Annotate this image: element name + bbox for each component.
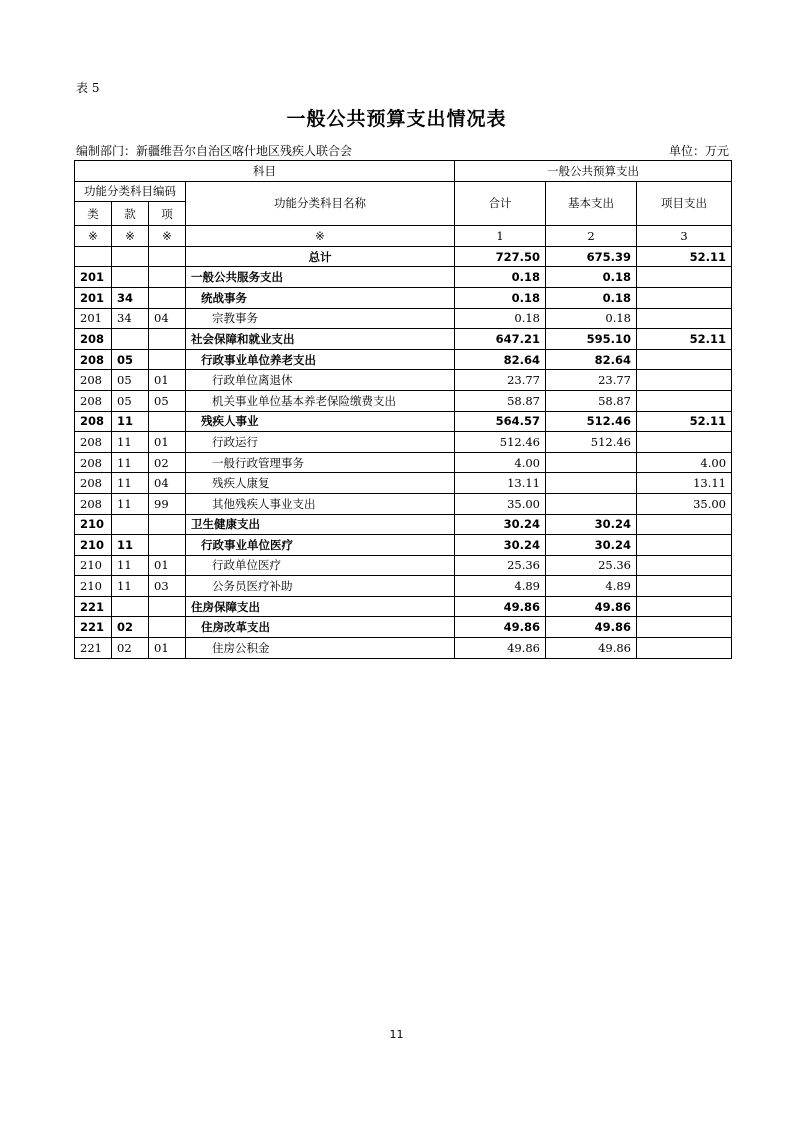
basic-cell: 23.77 [546,370,637,391]
total-cell: 25.36 [455,555,546,576]
total-row-label: 总计 [186,246,455,267]
total-row-total: 727.50 [455,246,546,267]
name-cell: 机关事业单位基本养老保险缴费支出 [186,390,455,411]
project-cell [637,514,732,535]
kuan-cell: 02 [112,617,149,638]
marker-row [75,226,732,247]
marker-cell: ※ [112,226,149,247]
project-cell [637,370,732,391]
lei-cell: 208 [75,432,112,453]
project-cell [637,596,732,617]
lei-cell: 208 [75,349,112,370]
kuan-cell: 11 [112,452,149,473]
name-cell: 住房保障支出 [186,596,455,617]
basic-cell [546,493,637,514]
project-cell [637,535,732,556]
xiang-cell [149,535,186,556]
xiang-cell: 01 [149,370,186,391]
xiang-cell [149,596,186,617]
kuan-cell: 05 [112,390,149,411]
table-row [75,308,732,329]
lei-cell: 201 [75,287,112,308]
project-cell: 13.11 [637,473,732,494]
xiang-cell: 04 [149,473,186,494]
total-row [75,246,732,267]
table-row [75,555,732,576]
kuan-column-header: 款 [112,202,149,226]
total-cell: 13.11 [455,473,546,494]
table-row [75,493,732,514]
total-cell: 23.77 [455,370,546,391]
basic-cell: 595.10 [546,329,637,350]
marker-cell: ※ [75,226,112,247]
basic-cell: 512.46 [546,432,637,453]
lei-column-header: 类 [75,202,112,226]
table-row [75,473,732,494]
kuan-cell: 11 [112,576,149,597]
lei-cell: 208 [75,452,112,473]
xiang-cell [149,267,186,288]
name-column-header: 功能分类科目名称 [186,181,455,226]
total-cell: 49.86 [455,617,546,638]
total-column-header: 合计 [455,181,546,226]
name-cell: 行政单位离退休 [186,370,455,391]
lei-cell: 221 [75,596,112,617]
basic-cell: 4.89 [546,576,637,597]
table-row [75,576,732,597]
lei-cell: 201 [75,267,112,288]
xiang-cell: 03 [149,576,186,597]
xiang-cell [149,617,186,638]
project-cell [637,638,732,659]
total-cell: 564.57 [455,411,546,432]
name-cell: 宗教事务 [186,308,455,329]
total-cell: 82.64 [455,349,546,370]
kuan-cell: 11 [112,432,149,453]
basic-cell: 512.46 [546,411,637,432]
budget-group-header: 一般公共预算支出 [455,161,732,182]
page-label: 表 5 [76,81,100,95]
name-cell: 公务员医疗补助 [186,576,455,597]
empty-cell [112,246,149,267]
xiang-cell [149,287,186,308]
name-cell: 一般公共服务支出 [186,267,455,288]
name-cell: 残疾人康复 [186,473,455,494]
basic-cell: 49.86 [546,596,637,617]
basic-cell: 0.18 [546,287,637,308]
project-cell [637,287,732,308]
header-row-2 [75,181,732,202]
table-row [75,267,732,288]
table-row [75,535,732,556]
name-cell: 住房改革支出 [186,617,455,638]
marker-cell: ※ [149,226,186,247]
lei-cell: 210 [75,535,112,556]
name-cell: 行政事业单位医疗 [186,535,455,556]
total-cell: 0.18 [455,267,546,288]
lei-cell: 201 [75,308,112,329]
page-title: 一般公共预算支出情况表 [286,108,507,130]
lei-cell: 208 [75,329,112,350]
empty-cell [75,246,112,267]
project-cell [637,555,732,576]
lei-cell: 210 [75,514,112,535]
name-cell: 行政单位医疗 [186,555,455,576]
basic-column-header: 基本支出 [546,181,637,226]
basic-cell: 49.86 [546,638,637,659]
kuan-cell: 11 [112,535,149,556]
xiang-cell: 99 [149,493,186,514]
table-row [75,287,732,308]
project-cell [637,617,732,638]
total-cell: 35.00 [455,493,546,514]
total-cell: 58.87 [455,390,546,411]
project-cell: 4.00 [637,452,732,473]
kuan-cell: 05 [112,349,149,370]
header-row-1 [75,161,732,182]
basic-cell: 49.86 [546,617,637,638]
project-cell [637,267,732,288]
name-cell: 其他残疾人事业支出 [186,493,455,514]
xiang-cell [149,329,186,350]
lei-cell: 208 [75,390,112,411]
basic-cell: 25.36 [546,555,637,576]
name-cell: 住房公积金 [186,638,455,659]
table-row [75,638,732,659]
basic-cell: 0.18 [546,308,637,329]
xiang-cell: 04 [149,308,186,329]
table-row [75,452,732,473]
lei-cell: 210 [75,555,112,576]
table-row [75,617,732,638]
table-row [75,411,732,432]
project-column-header: 项目支出 [637,181,732,226]
total-cell: 4.00 [455,452,546,473]
subject-header: 科目 [75,161,455,182]
basic-cell: 82.64 [546,349,637,370]
total-cell: 30.24 [455,514,546,535]
lei-cell: 208 [75,493,112,514]
kuan-cell: 11 [112,555,149,576]
basic-cell: 30.24 [546,535,637,556]
marker-cell: ※ [186,226,455,247]
name-cell: 行政事业单位养老支出 [186,349,455,370]
kuan-cell: 34 [112,287,149,308]
project-cell [637,349,732,370]
xiang-cell [149,411,186,432]
marker-cell: 3 [637,226,732,247]
project-cell: 52.11 [637,411,732,432]
kuan-cell [112,596,149,617]
table-row [75,349,732,370]
total-cell: 512.46 [455,432,546,453]
project-cell: 52.11 [637,329,732,350]
total-cell: 0.18 [455,287,546,308]
xiang-cell: 01 [149,638,186,659]
table-row [75,329,732,350]
total-cell: 4.89 [455,576,546,597]
name-cell: 社会保障和就业支出 [186,329,455,350]
table-row [75,390,732,411]
total-cell: 30.24 [455,535,546,556]
total-row-project: 52.11 [637,246,732,267]
kuan-cell [112,267,149,288]
xiang-cell [149,349,186,370]
project-cell [637,576,732,597]
name-cell: 残疾人事业 [186,411,455,432]
table-row [75,596,732,617]
kuan-cell: 34 [112,308,149,329]
kuan-cell [112,514,149,535]
name-cell: 一般行政管理事务 [186,452,455,473]
xiang-column-header: 项 [149,202,186,226]
basic-cell [546,452,637,473]
table-row [75,514,732,535]
project-cell: 35.00 [637,493,732,514]
name-cell: 卫生健康支出 [186,514,455,535]
table-row [75,370,732,391]
kuan-cell: 02 [112,638,149,659]
name-cell: 行政运行 [186,432,455,453]
basic-cell: 58.87 [546,390,637,411]
unit-label: 单位：万元 [668,144,729,158]
xiang-cell [149,514,186,535]
empty-cell [149,246,186,267]
basic-cell: 30.24 [546,514,637,535]
table-row [75,432,732,453]
department-label: 编制部门：新疆维吾尔自治区喀什地区残疾人联合会 [76,144,353,158]
marker-cell: 2 [546,226,637,247]
xiang-cell: 02 [149,452,186,473]
lei-cell: 221 [75,638,112,659]
kuan-cell [112,329,149,350]
lei-cell: 208 [75,370,112,391]
total-row-basic: 675.39 [546,246,637,267]
xiang-cell: 05 [149,390,186,411]
basic-cell: 0.18 [546,267,637,288]
budget-table [74,160,732,659]
kuan-cell: 11 [112,493,149,514]
kuan-cell: 05 [112,370,149,391]
xiang-cell: 01 [149,432,186,453]
xiang-cell: 01 [149,555,186,576]
lei-cell: 208 [75,411,112,432]
total-cell: 0.18 [455,308,546,329]
lei-cell: 208 [75,473,112,494]
lei-cell: 210 [75,576,112,597]
total-cell: 647.21 [455,329,546,350]
page-number: 11 [389,1028,404,1041]
project-cell [637,308,732,329]
project-cell [637,390,732,411]
project-cell [637,432,732,453]
name-cell: 统战事务 [186,287,455,308]
kuan-cell: 11 [112,411,149,432]
marker-cell: 1 [455,226,546,247]
total-cell: 49.86 [455,596,546,617]
lei-cell: 221 [75,617,112,638]
kuan-cell: 11 [112,473,149,494]
total-cell: 49.86 [455,638,546,659]
basic-cell [546,473,637,494]
code-group-header: 功能分类科目编码 [75,181,186,202]
